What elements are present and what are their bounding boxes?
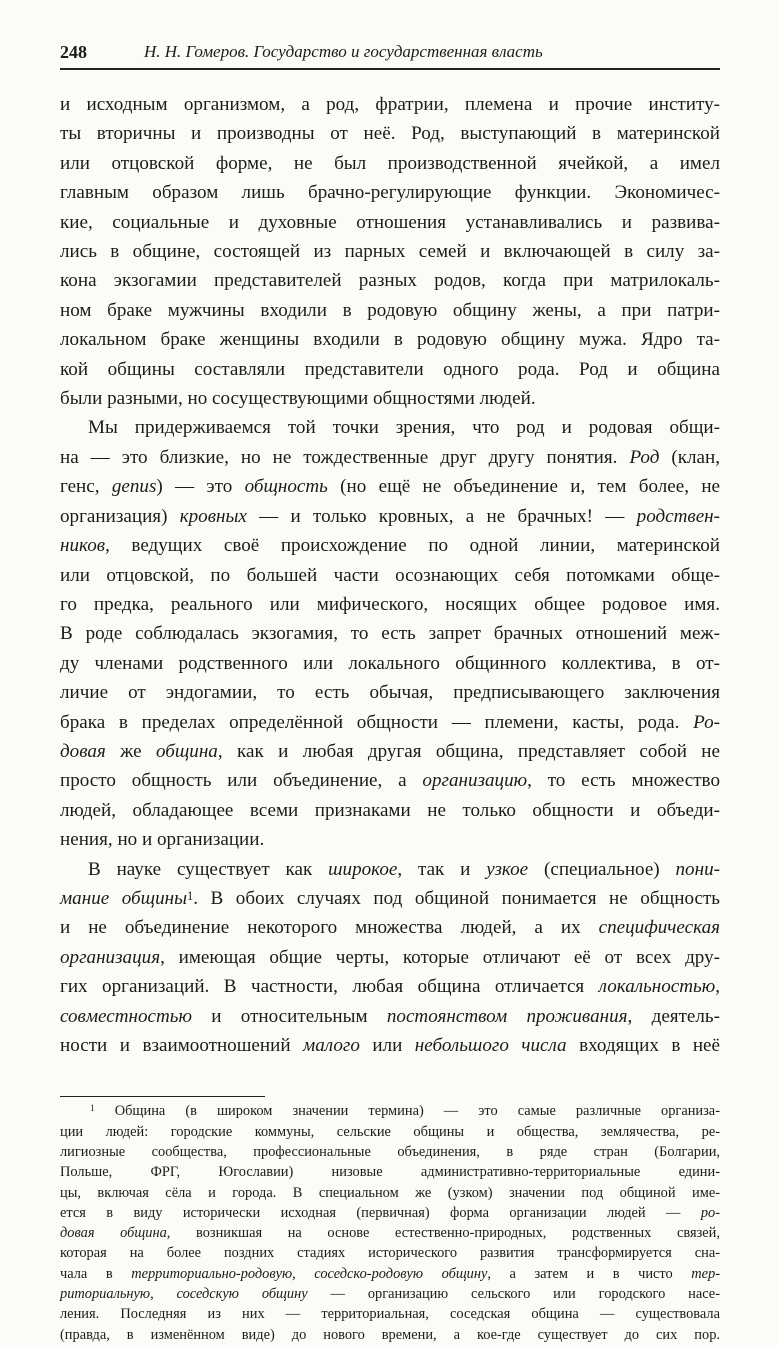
footnote [60,1101,720,1345]
text-line: брака в пределах определённой общности — племени, касты, рода. Ро- [60,711,720,733]
text-line: го предка, реального или мифического, носящих общее родовое имя. [60,593,720,615]
text-line: личие от эндогамии, то есть обычая, предписывающего заключения [60,682,720,704]
text-line: кона экзогамии представителей разных родов, когда при матрилокаль- [60,270,720,292]
footnote-line: $^1$ Община (в широком значении термина) — это самые различные организа- [90,1103,720,1120]
book-page [60,38,720,1345]
text-line: или отцовской форме, не был производственной ячейкой, а имел [60,152,720,174]
text-line: В науке существует как широкое, так и узкое (специальное) пони- [88,858,720,880]
text-line: организация, имеющая общие черты, которые отличают её от всех дру- [60,946,720,968]
text-line: ты вторичны и производны от неё. Род, выступающий в материнской [60,123,720,145]
text-line: В роде соблюдалась экзогамия, то есть запрет брачных отношений меж- [60,623,720,645]
main-text [60,90,720,1060]
text-line: кой общины составляли представители одного рода. Род и община [60,358,720,380]
text-line: людей, обладающее всеми признаками не только общности и объеди- [60,799,720,821]
text-line: просто общность или объединение, а организацию, то есть множество [60,770,720,792]
footnote-line: Польше, ФРГ, Югославии) низовые административно-территориальные едини- [60,1164,720,1181]
text-line: лись в общине, состоящей из парных семей и включающей в силу за- [60,241,720,263]
text-line: довая же община, как и любая другая община, представляет собой не [60,740,720,762]
running-header [60,38,720,70]
text-line: главным образом лишь брачно-регулирующие функции. Экономичес- [60,182,720,204]
text-line: на — это близкие, но не тождественные друг другу понятия. Род (клан, [60,446,720,468]
footnote-line: ется в виду исторически исходная (первичная) форма организации людей — ро- [60,1204,720,1221]
text-line: ду членами родственного или локального общинного коллектива, в от- [60,652,720,674]
footnote-line: которая на более поздних стадиях исторического развития трансформируется сна- [60,1245,720,1262]
footnote-line: довая община, возникшая на основе естественно-природных, родственных связей, [60,1225,720,1242]
footnote-line: цы, включая сёла и города. В специальном же (узком) значении под общиной име- [60,1184,720,1201]
text-line: нения, но и организации. [60,829,265,851]
text-line: кие, социальные и духовные отношения устанавливались и развива- [60,211,720,233]
footnote-line: лигиозные сообщества, профессиональные объединения, в ряде стран (Болгарии, [60,1144,720,1160]
footnote-line: чала в территориально-родовую, соседско-родовую общину, а затем и в чисто тер- [60,1265,721,1282]
text-line: совместностью и относительным постоянством проживания, деятель- [60,1005,720,1027]
text-line: локальном браке женщины входили в родовую общину мужа. Ядро та- [60,329,720,351]
footnote-line: ции людей: городские коммуны, сельские общины и общества, землячества, ре- [60,1123,720,1140]
footnote-line: ления. Последняя из них — территориальная, соседская община — существовала [60,1306,720,1323]
footnote-divider [60,1096,265,1097]
text-line: были разными, но сосуществующими общностями людей. [60,388,536,410]
text-line: мание общины$^1$. В обоих случаях под общиной понимается не общность [60,887,721,909]
text-line: организация) кровных — и только кровных, а не брачных! — родствен- [60,505,720,527]
text-line: Мы придерживаемся той точки зрения, что род и родовая общи- [88,417,720,439]
text-line: и исходным организмом, а род, фратрии, племена и прочие институ- [60,94,720,115]
text-line: генс, genus) — это общность (но ещё не объединение и, тем более, не [60,476,721,498]
footnote-line: риториальную, соседскую общину — организацию сельского или городского насе- [60,1286,720,1303]
text-line: и не объединение некоторого множества людей, а их специфическая [60,917,720,939]
running-title: Н. Н. Гомеров. Государство и государственная власть [144,42,543,61]
text-line: ном браке мужчины входили в родовую общину жены, а при патри- [60,299,720,321]
text-line: или отцовской, по большей части осознающих себя потомками обще- [60,564,720,586]
text-line: ности и взаимоотношений малого или небольшого числа входящих в неё [60,1035,720,1056]
footnote-line: (правда, в изменённом виде) до нового времени, а кое-где существует до сих пор. [60,1326,720,1343]
text-line: гих организаций. В частности, любая община отличается локальностью, [60,976,720,998]
text-line: ников, ведущих своё происхождение по одной линии, материнской [60,535,720,557]
page-number: 248 [60,42,87,62]
